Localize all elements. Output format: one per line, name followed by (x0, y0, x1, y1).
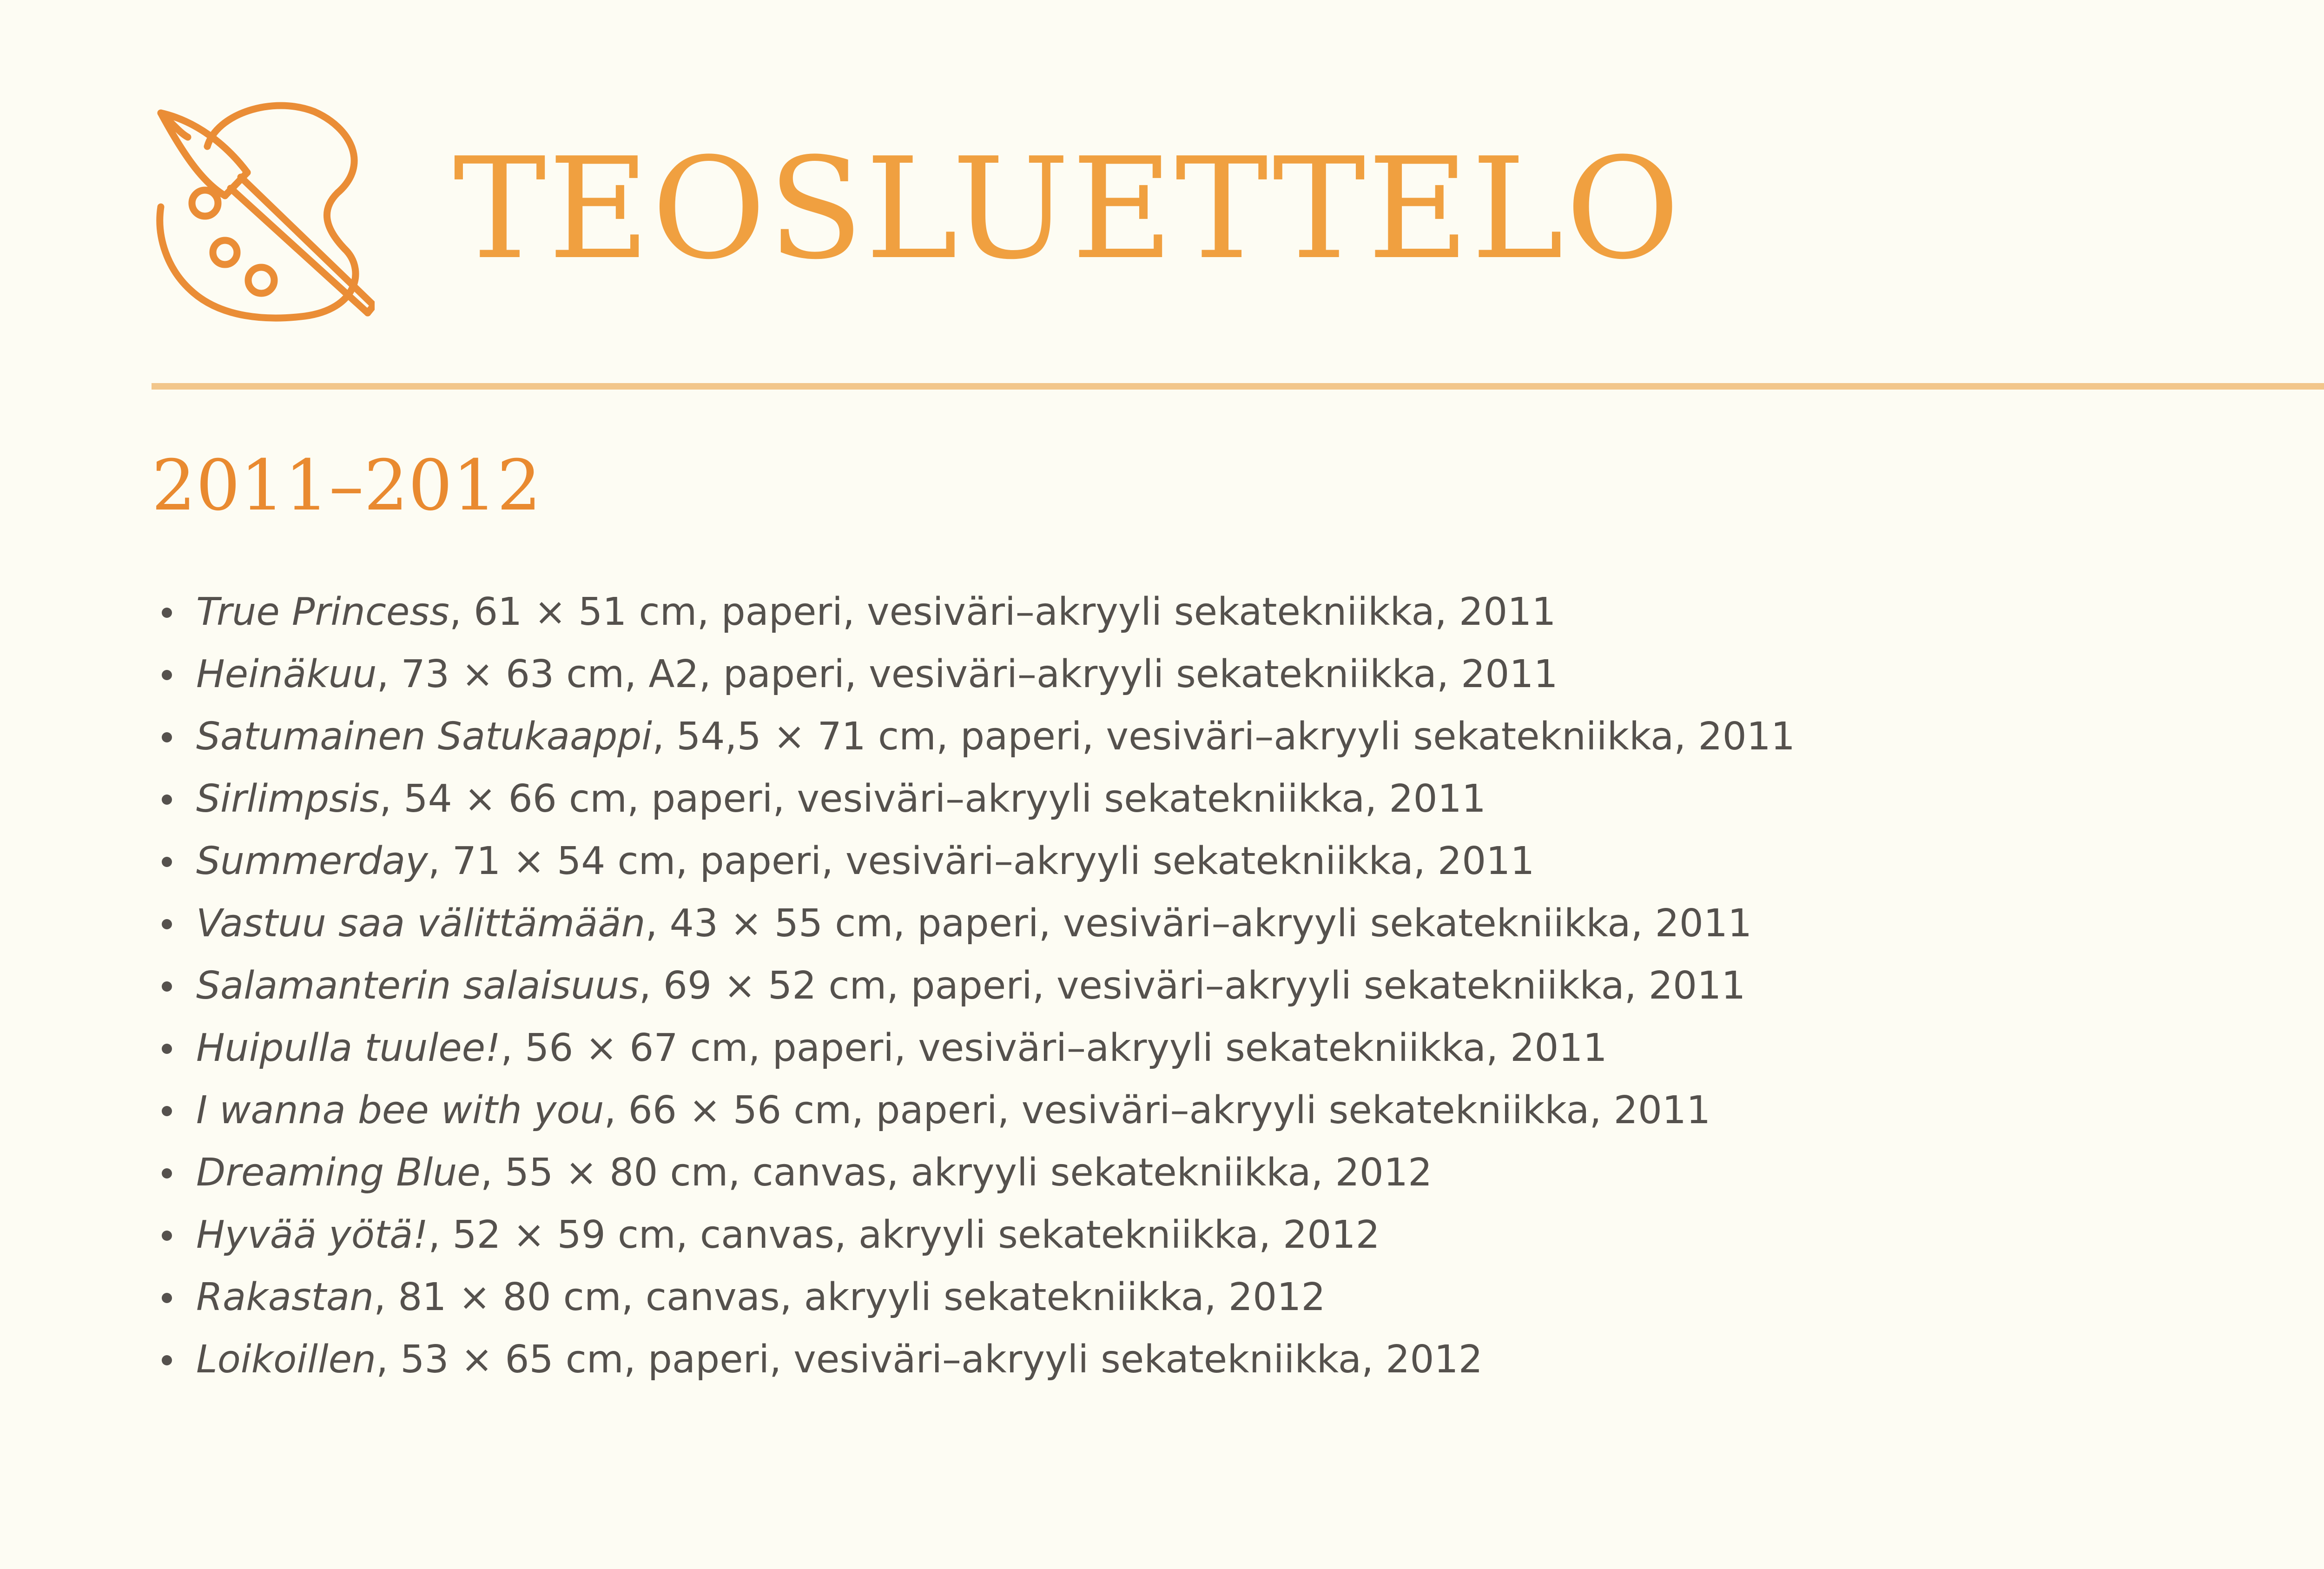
list-item (152, 1329, 1795, 1391)
bullet-icon (162, 1231, 172, 1241)
section-heading: 2011–2012 (152, 445, 541, 526)
works-list (152, 581, 1795, 1391)
list-item (152, 643, 1795, 706)
list-item (152, 1266, 1795, 1329)
work-title: I wanna bee with you (196, 1088, 604, 1132)
work-title: Vastuu saa välittämään (196, 901, 646, 946)
work-details: , 55 × 80 cm, canvas, akryyli sekatekniikka, 2012 (480, 1151, 1433, 1195)
work-details: , 66 × 56 cm, paperi, vesiväri–akryyli sekatekniikka, 2011 (604, 1088, 1711, 1132)
bullet-icon (162, 670, 172, 680)
bullet-icon (162, 1355, 172, 1365)
bullet-icon (162, 857, 172, 867)
list-item (152, 1142, 1795, 1204)
list-item (152, 1204, 1795, 1266)
work-details: , 73 × 63 cm, A2, paperi, vesiväri–akryyli sekatekniikka, 2011 (376, 652, 1558, 696)
work-title: Hyvää yötä! (196, 1213, 429, 1257)
list-item (152, 768, 1795, 830)
work-title: Sirlimpsis (196, 777, 380, 821)
list-item (152, 955, 1795, 1017)
work-title: Dreaming Blue (196, 1151, 481, 1195)
work-title: Loikoillen (196, 1337, 376, 1382)
work-title: Heinäkuu (196, 652, 377, 696)
work-details: , 54 × 66 cm, paperi, vesiväri–akryyli sekatekniikka, 2011 (379, 777, 1486, 821)
header-divider (152, 383, 2324, 390)
work-details: , 53 × 65 cm, paperi, vesiväri–akryyli sekatekniikka, 2012 (376, 1337, 1483, 1382)
work-details: , 69 × 52 cm, paperi, vesiväri–akryyli sekatekniikka, 2011 (639, 964, 1746, 1008)
work-details: , 61 × 51 cm, paperi, vesiväri–akryyli sekatekniikka, 2011 (449, 590, 1556, 634)
list-item (152, 1079, 1795, 1142)
palette-brush-icon (152, 95, 375, 323)
work-title: Rakastan (196, 1275, 374, 1319)
bullet-icon (162, 1168, 172, 1178)
work-details: , 71 × 54 cm, paperi, vesiväri–akryyli sekatekniikka, 2011 (428, 839, 1535, 883)
bullet-icon (162, 1106, 172, 1116)
work-title: True Princess (196, 590, 449, 634)
work-title: Huipulla tuulee! (196, 1026, 501, 1070)
work-details: , 43 × 55 cm, paperi, vesiväri–akryyli sekatekniikka, 2011 (645, 901, 1752, 946)
list-item (152, 706, 1795, 768)
bullet-icon (162, 1293, 172, 1303)
bullet-icon (162, 981, 172, 992)
work-title: Salamanterin salaisuus (196, 964, 639, 1008)
list-item (152, 830, 1795, 893)
list-item (152, 1017, 1795, 1079)
work-details: , 54,5 × 71 cm, paperi, vesiväri–akryyli sekatekniikka, 2011 (652, 715, 1796, 759)
bullet-icon (162, 794, 172, 805)
bullet-icon (162, 919, 172, 929)
bullet-icon (162, 608, 172, 618)
work-details: , 56 × 67 cm, paperi, vesiväri–akryyli sekatekniikka, 2011 (500, 1026, 1607, 1070)
work-details: , 52 × 59 cm, canvas, akryyli sekatekniikka, 2012 (428, 1213, 1380, 1257)
list-item (152, 893, 1795, 955)
bullet-icon (162, 732, 172, 742)
page-title: TEOSLUETTELO (453, 128, 1682, 290)
work-title: Satumainen Satukaappi (196, 715, 653, 759)
work-title: Summerday (196, 839, 428, 883)
work-details: , 81 × 80 cm, canvas, akryyli sekatekniikka, 2012 (374, 1275, 1326, 1319)
bullet-icon (162, 1044, 172, 1054)
list-item (152, 581, 1795, 643)
